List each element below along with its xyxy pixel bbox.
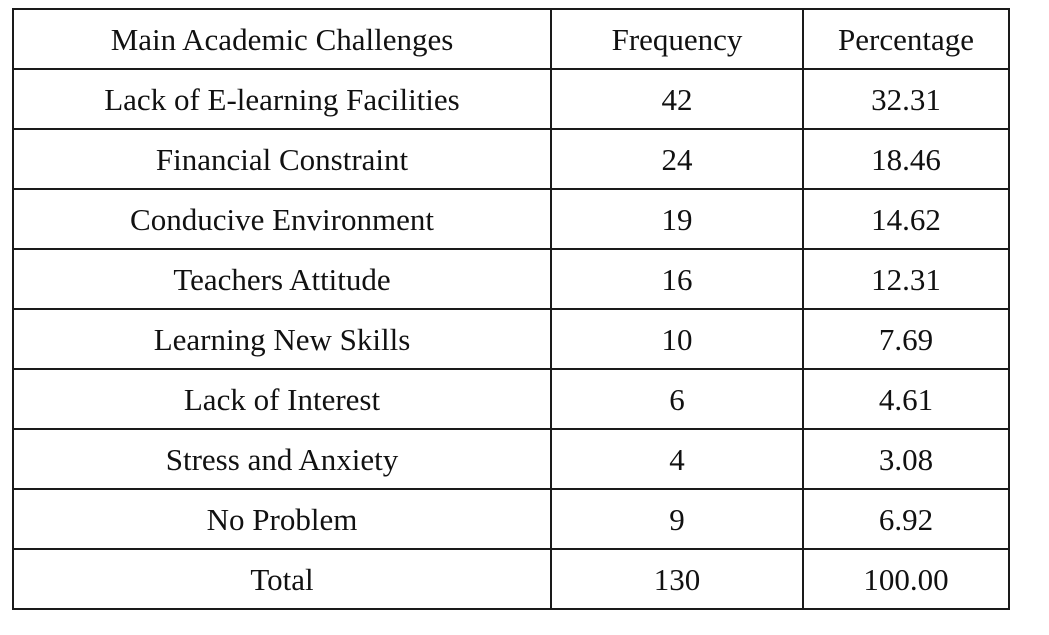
- challenge-cell: Learning New Skills: [13, 309, 551, 369]
- frequency-cell: 24: [551, 129, 803, 189]
- table-row: [13, 189, 1009, 249]
- challenge-cell: Lack of Interest: [13, 369, 551, 429]
- challenge-cell: No Problem: [13, 489, 551, 549]
- table-total-row: [13, 549, 1009, 609]
- total-label-cell: Total: [13, 549, 551, 609]
- header-percentage: Percentage: [803, 9, 1009, 69]
- header-challenges: Main Academic Challenges: [13, 9, 551, 69]
- percentage-cell: 4.61: [803, 369, 1009, 429]
- percentage-cell: 12.31: [803, 249, 1009, 309]
- challenge-cell: Lack of E-learning Facilities: [13, 69, 551, 129]
- percentage-cell: 18.46: [803, 129, 1009, 189]
- table-row: [13, 429, 1009, 489]
- frequency-cell: 19: [551, 189, 803, 249]
- challenge-cell: Conducive Environment: [13, 189, 551, 249]
- percentage-cell: 7.69: [803, 309, 1009, 369]
- challenge-cell: Financial Constraint: [13, 129, 551, 189]
- total-percentage-cell: 100.00: [803, 549, 1009, 609]
- frequency-cell: 10: [551, 309, 803, 369]
- table-header-row: [13, 9, 1009, 69]
- table-row: [13, 309, 1009, 369]
- total-frequency-cell: 130: [551, 549, 803, 609]
- challenge-cell: Stress and Anxiety: [13, 429, 551, 489]
- frequency-cell: 42: [551, 69, 803, 129]
- frequency-cell: 9: [551, 489, 803, 549]
- challenge-cell: Teachers Attitude: [13, 249, 551, 309]
- percentage-cell: 6.92: [803, 489, 1009, 549]
- frequency-cell: 4: [551, 429, 803, 489]
- table-row: [13, 489, 1009, 549]
- table-row: [13, 249, 1009, 309]
- frequency-cell: 6: [551, 369, 803, 429]
- challenges-table: [12, 8, 1010, 610]
- frequency-cell: 16: [551, 249, 803, 309]
- table-row: [13, 369, 1009, 429]
- table-row: [13, 129, 1009, 189]
- percentage-cell: 14.62: [803, 189, 1009, 249]
- percentage-cell: 32.31: [803, 69, 1009, 129]
- percentage-cell: 3.08: [803, 429, 1009, 489]
- header-frequency: Frequency: [551, 9, 803, 69]
- table-row: [13, 69, 1009, 129]
